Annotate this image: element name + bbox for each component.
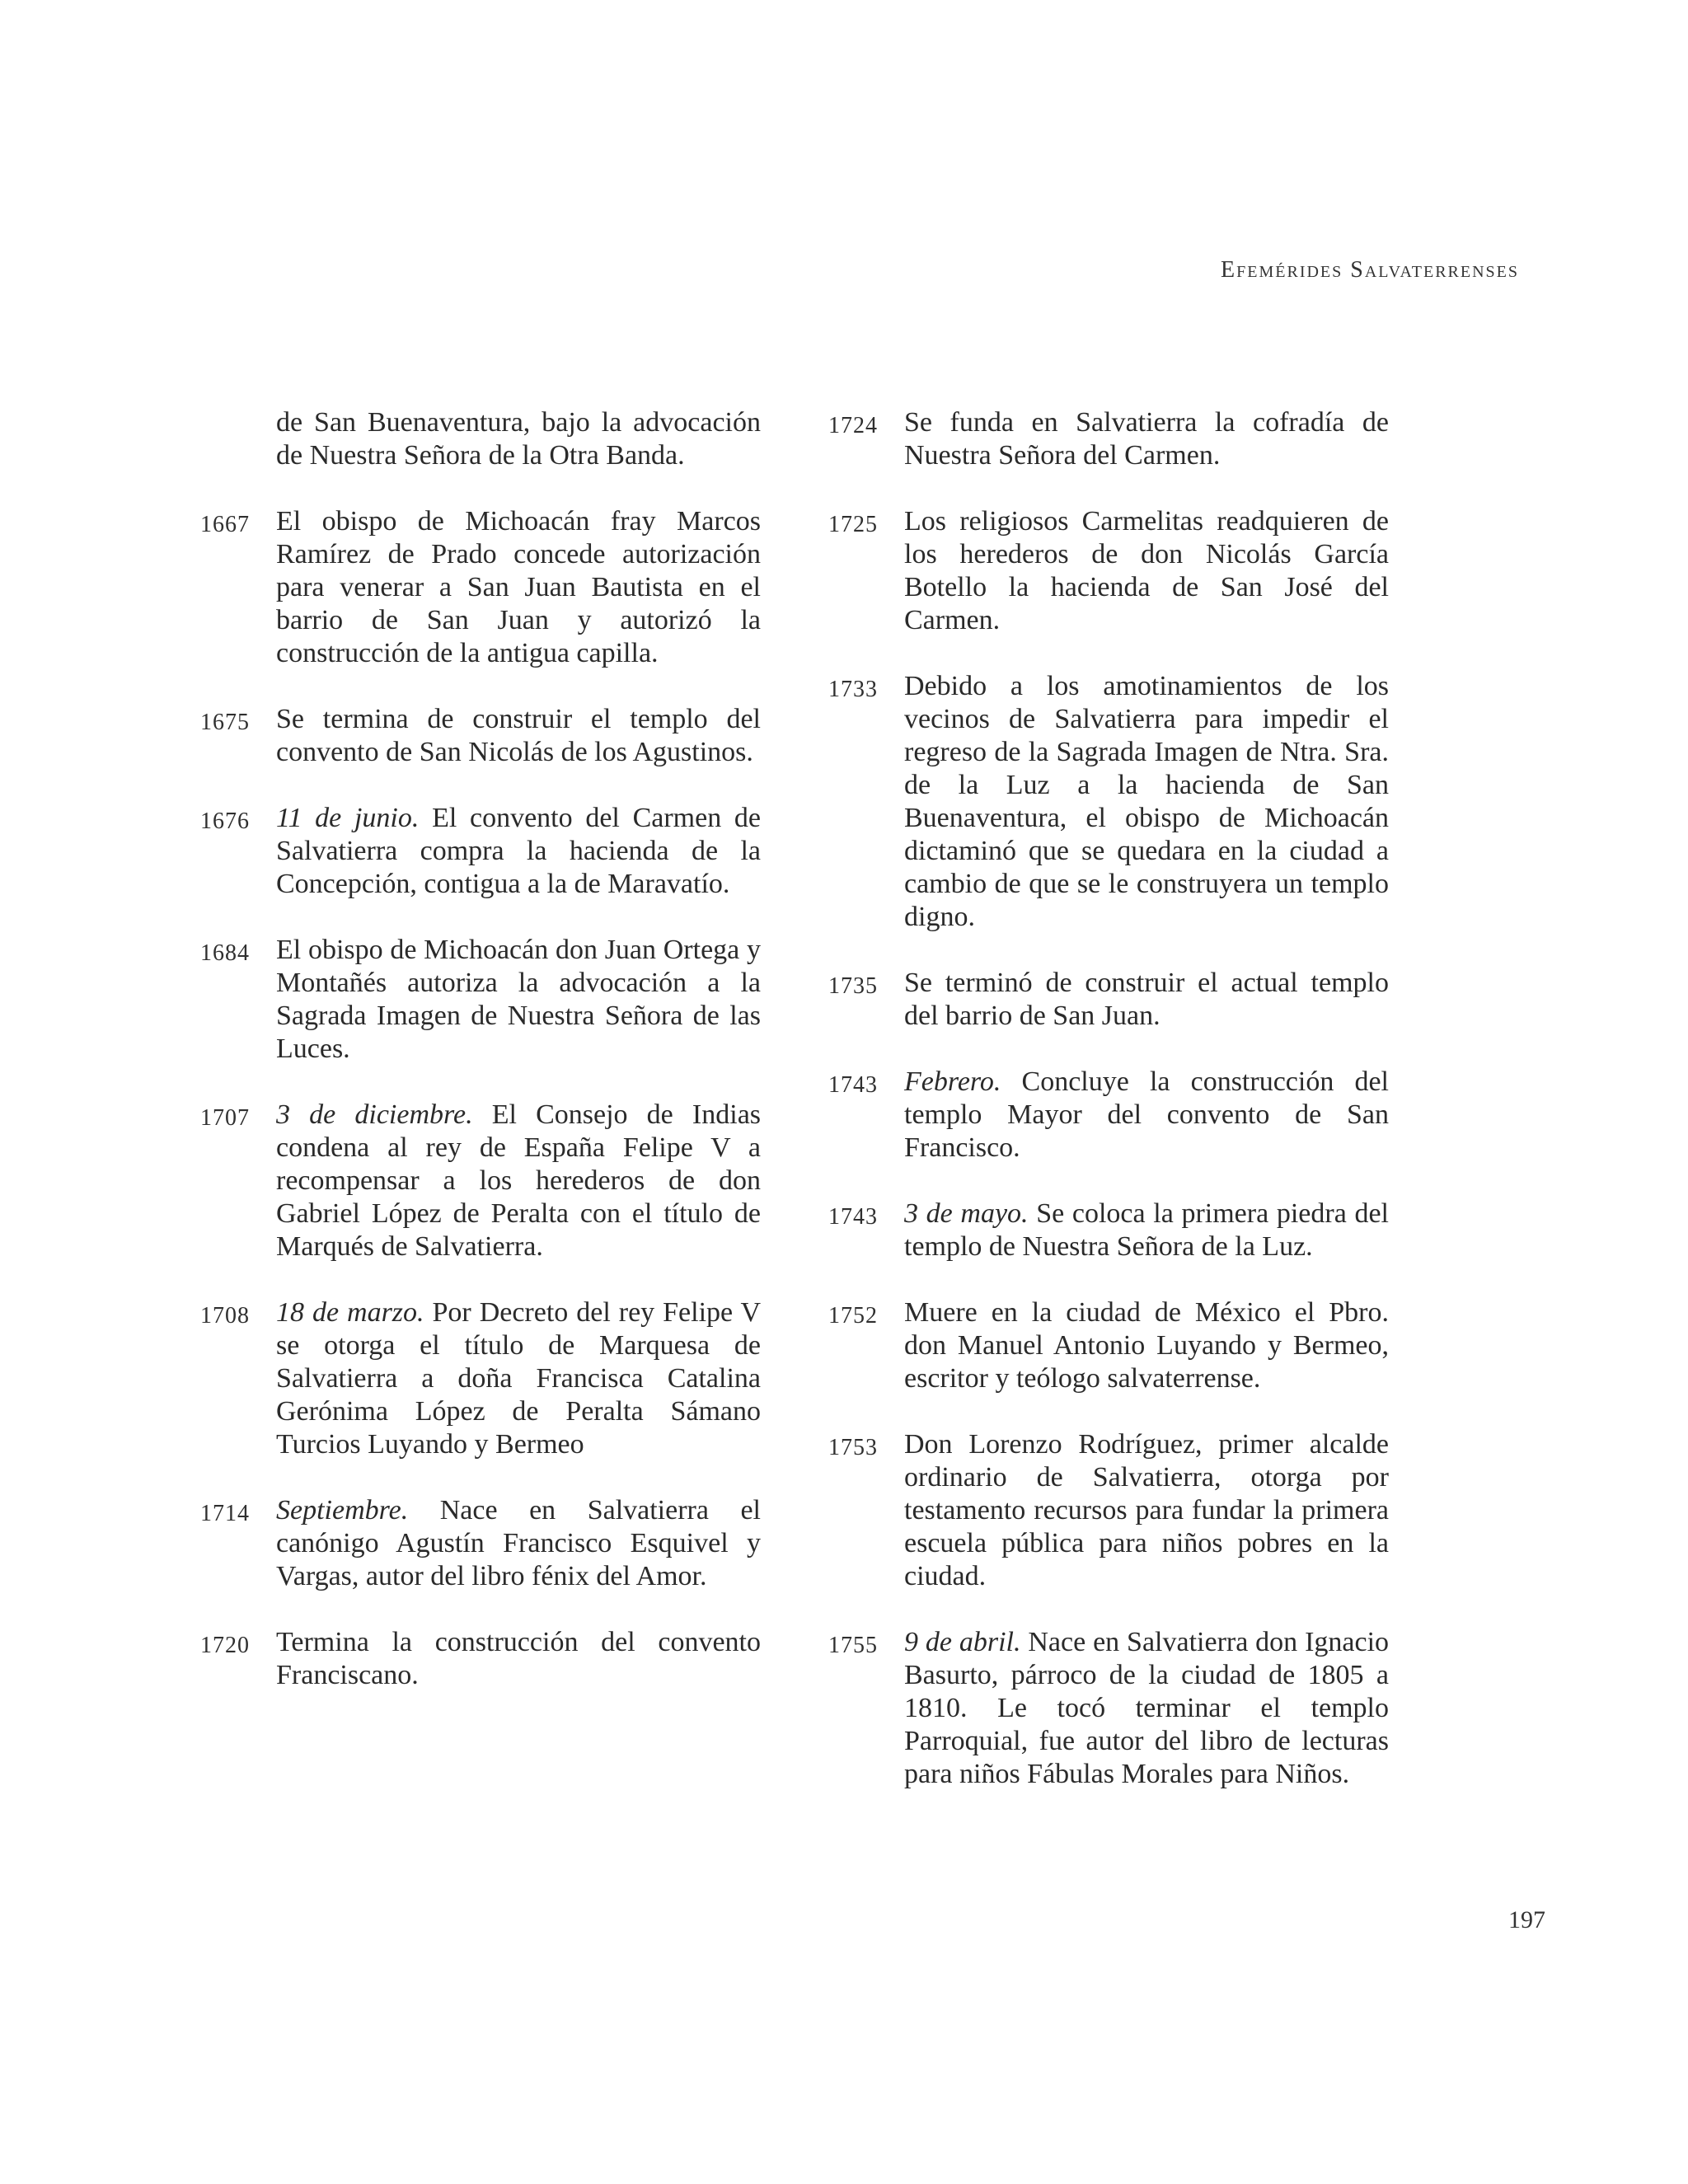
- entry-date: Septiembre.: [276, 1495, 409, 1526]
- entry-1755: [828, 1626, 1389, 1791]
- entry-text: El Consejo de Indias condena al rey de España Felipe V a recompensar a los herederos de don Gabriel López de Peralta con el título de Marqués de Salvatierra.: [276, 1099, 762, 1262]
- entry-text: Don Lorenzo Rodríguez, primer alcalde ordinario de Salvatierra, otorga por testamento recursos para fundar la primera escuela pública para niños pobres en la ciudad.: [904, 1429, 1389, 1591]
- entry-year: 1714: [200, 1501, 250, 1526]
- entry-1753: [828, 1428, 1389, 1593]
- entry-text: El convento del Carmen de Salvatierra compra la hacienda de la Concepción, contigua a la de Maravatío.: [276, 803, 761, 899]
- entry-body: [276, 1296, 761, 1461]
- entry-text: El obispo de Michoacán fray Marcos Ramírez de Prado concede autorización para venerar a San Juan Bautista en el barrio de San Juan y autorizó la construcción de la antigua capilla.: [276, 506, 761, 668]
- entry-year: 1707: [200, 1105, 250, 1131]
- entry-year: 1720: [200, 1633, 250, 1658]
- right-column: [828, 406, 1389, 1824]
- entry-date: 3 de diciembre.: [276, 1099, 473, 1130]
- left-column: [200, 406, 761, 1725]
- entry-text: Por Decreto del rey Felipe V se otorga el título de Marquesa de Salvatierra a doña Francisca Catalina Gerónima López de Peralta Sámano Turcios Luyando y Bermeo: [276, 1297, 762, 1460]
- entry-1752: [828, 1296, 1389, 1395]
- entry-text: Se termina de construir el templo del convento de San Nicolás de los Agustinos.: [276, 704, 761, 767]
- entry-1714: [200, 1494, 761, 1593]
- entry-year: 1708: [200, 1303, 250, 1329]
- entry-1667: [200, 505, 761, 670]
- entry-year: 1724: [828, 413, 878, 438]
- entry-body: [276, 1099, 761, 1263]
- entry-text: Nace en Salvatierra don Ignacio Basurto, párroco de la ciudad de 1805 a 1810. Le tocó terminar el templo Parroquial, fue autor del libro de lecturas para niños Fábulas Morales para Niños.: [904, 1627, 1390, 1789]
- entry-1720: [200, 1626, 761, 1692]
- entry-text: El obispo de Michoacán don Juan Ortega y Montañés autoriza la advocación a la Sagrada Imagen de Nuestra Señora de las Luces.: [276, 935, 761, 1064]
- entry-text: Muere en la ciudad de México el Pbro. don Manuel Antonio Luyando y Bermeo, escritor y teólogo salvaterrense.: [904, 1297, 1389, 1394]
- entry-text: Debido a los amotinamientos de los vecinos de Salvatierra para impedir el regreso de la Sagrada Imagen de Ntra. Sra. de la Luz a la hacienda de San Buenaventura, el obispo de Michoacán dictaminó que se quedara en la ciudad a cambio de que se le construyera un templo digno.: [904, 671, 1389, 932]
- entry-date: 11 de junio.: [276, 803, 420, 833]
- entry-date: 18 de marzo.: [276, 1297, 424, 1328]
- entry-text: Nace en Salvatierra el canónigo Agustín Francisco Esquivel y Vargas, autor del libro fénix del Amor.: [276, 1495, 762, 1591]
- entry-year: 1676: [200, 808, 250, 834]
- entry-body: [904, 1197, 1389, 1263]
- entry-year: 1755: [828, 1633, 878, 1658]
- entry-text: Concluye la construcción del templo Mayor del convento de San Francisco.: [904, 1066, 1389, 1163]
- entry-1708: [200, 1296, 761, 1461]
- entry-1676: [200, 802, 761, 901]
- entry-1724: [828, 406, 1389, 472]
- entry-text: Termina la construcción del convento Franciscano.: [276, 1627, 761, 1690]
- entry-continuation: [200, 406, 761, 472]
- entry-year: 1743: [828, 1072, 878, 1098]
- entry-date: Febrero.: [904, 1066, 1001, 1097]
- entry-year: 1753: [828, 1435, 878, 1460]
- entry-year: 1733: [828, 677, 878, 702]
- entry-year: 1675: [200, 710, 250, 735]
- entry-text: Se terminó de construir el actual templo del barrio de San Juan.: [904, 968, 1389, 1031]
- entry-year: 1725: [828, 512, 878, 537]
- entry-date: 3 de mayo.: [904, 1198, 1029, 1229]
- entry-1735: [828, 967, 1389, 1033]
- entry-text: de San Buenaventura, bajo la advocación de Nuestra Señora de la Otra Banda.: [276, 407, 761, 471]
- entry-1675: [200, 703, 761, 769]
- entry-text: Los religiosos Carmelitas readquieren de los herederos de don Nicolás García Botello la hacienda de San José del Carmen.: [904, 506, 1389, 635]
- running-head: Efemérides Salvaterrenses: [1221, 257, 1519, 283]
- entry-body: [276, 802, 761, 901]
- entry-1707: [200, 1099, 761, 1263]
- entry-date: 9 de abril.: [904, 1627, 1021, 1657]
- entry-year: 1752: [828, 1303, 878, 1329]
- entry-year: 1667: [200, 512, 250, 537]
- entry-1733: [828, 670, 1389, 934]
- entry-1725: [828, 505, 1389, 637]
- entry-year: 1684: [200, 940, 250, 966]
- entry-year: 1735: [828, 973, 878, 999]
- page-number: 197: [1508, 1906, 1545, 1933]
- entry-body: [904, 1066, 1389, 1165]
- entry-body: [904, 1626, 1389, 1791]
- entry-text: Se funda en Salvatierra la cofradía de Nuestra Señora del Carmen.: [904, 407, 1389, 471]
- entry-year: 1743: [828, 1204, 878, 1230]
- entry-text: Se coloca la primera piedra del templo de Nuestra Señora de la Luz.: [904, 1198, 1389, 1262]
- entry-1684: [200, 934, 761, 1066]
- entry-1743-mayo: [828, 1197, 1389, 1263]
- entry-body: [276, 1494, 761, 1593]
- entry-1743-febrero: [828, 1066, 1389, 1165]
